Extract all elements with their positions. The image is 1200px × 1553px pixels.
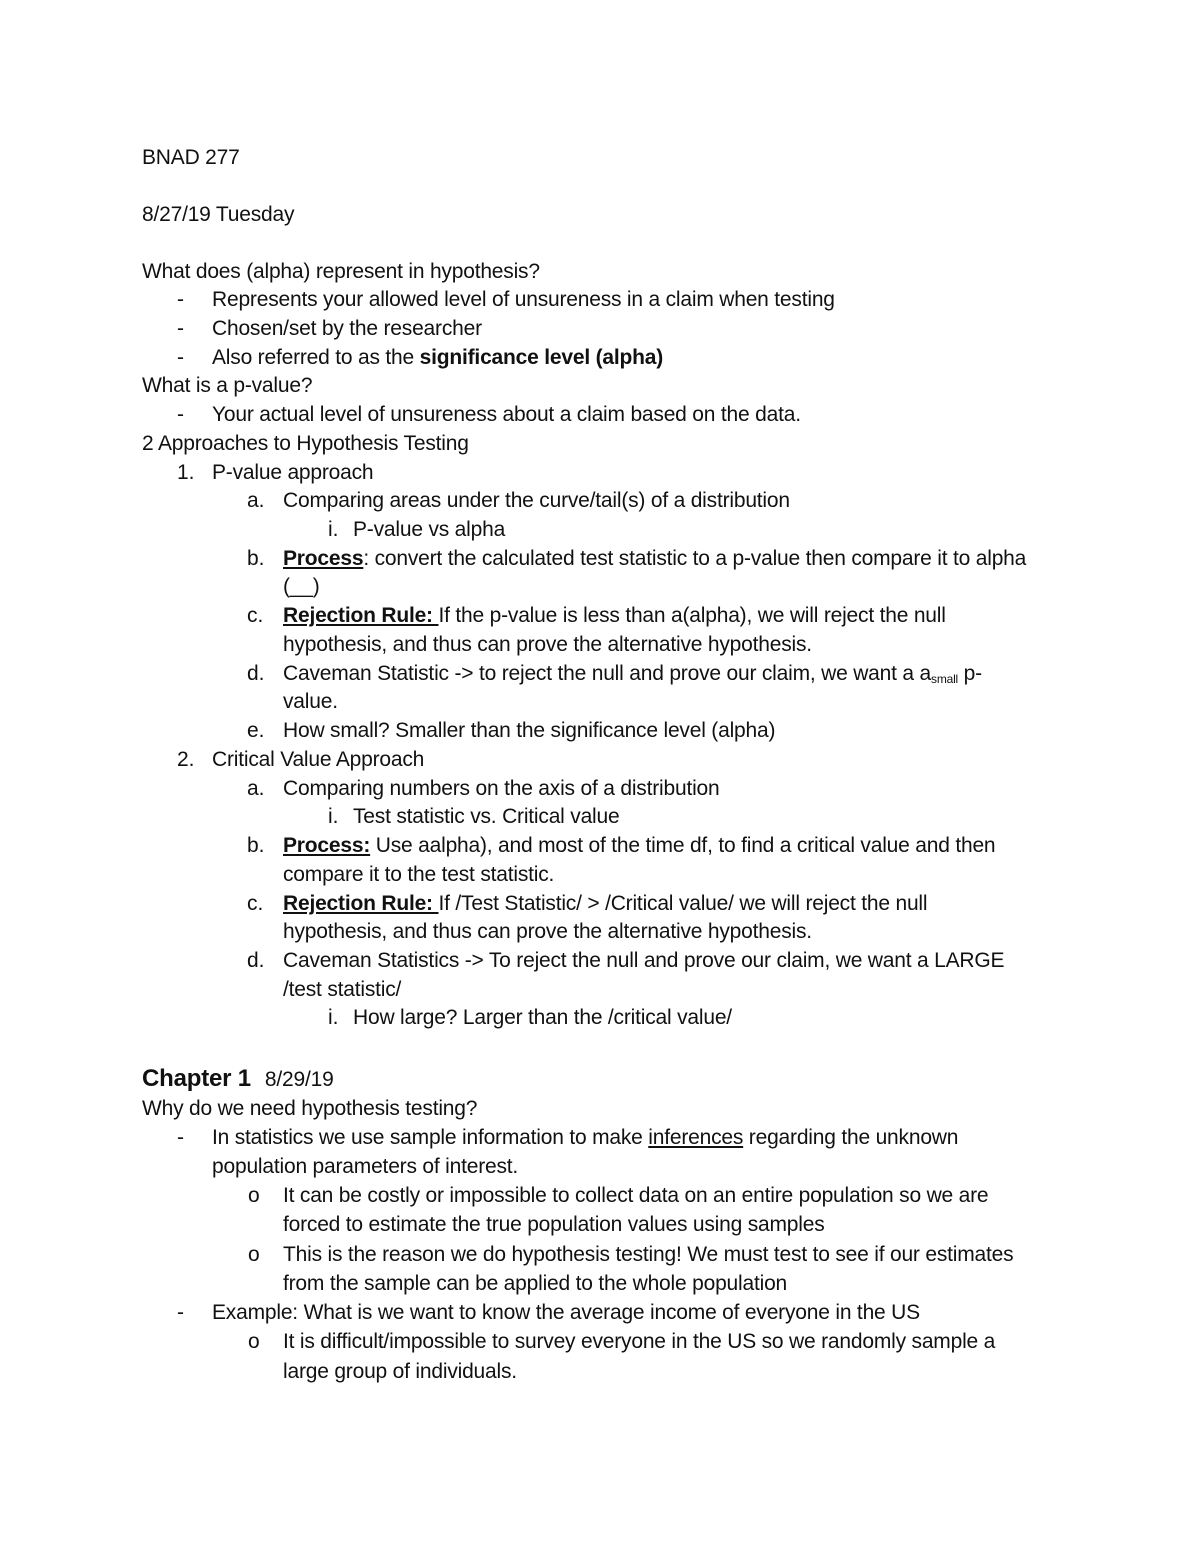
pvalue-item-d-text: Caveman Statistic -> to reject the null and prove our claim, we want a a [283,662,932,685]
chapter-bullet-1 [212,1124,958,1152]
pvalue-approach-title: P-value approach [212,461,374,484]
chapter-subbullet-2: This is the reason we do hypothesis testing! We must test to see if our estimates [283,1243,1014,1266]
list-letter: b. [247,547,265,570]
pvalue-item-a-i: P-value vs alpha [353,518,506,541]
critical-item-b-text: Use aalpha), and most of the time df, to find a critical value and then [370,834,996,857]
question-alpha: What does (alpha) represent in hypothesis? [142,260,540,283]
pvalue-item-c-cont: hypothesis, and thus can prove the alternative hypothesis. [283,633,812,656]
critical-item-a: Comparing numbers on the axis of a distribution [283,777,720,800]
list-letter: c. [247,892,264,915]
pvalue-item-b [283,545,1026,573]
course-title: BNAD 277 [142,146,240,169]
chapter-bullet-1-post: regarding the unknown [743,1126,959,1149]
circle-bullet-marker: o [248,1184,260,1207]
bullet-marker: - [177,403,184,426]
critical-approach-title: Critical Value Approach [212,748,425,771]
list-letter: e. [247,719,265,742]
process-label: Process [283,547,364,570]
chapter-subbullet-3: It is difficult/impossible to survey everyone in the US so we randomly sample a [283,1330,996,1353]
list-letter: b. [247,834,265,857]
chapter-date: 8/29/19 [264,1068,334,1091]
alpha-bullet-3-text: Also referred to as the [212,346,420,369]
question-why-hypothesis: Why do we need hypothesis testing? [142,1097,478,1120]
chapter-heading: Chapter 1 [142,1065,251,1092]
list-number: 1. [177,461,195,484]
rejection-rule-label: Rejection Rule: [283,892,439,915]
pvalue-item-b-text: : convert the calculated test statistic to a p-value then compare it to alpha [363,547,1027,570]
pvalue-item-d-cont: value. [283,690,338,713]
chapter-subbullet-3-cont: large group of individuals. [283,1360,517,1383]
critical-item-d: Caveman Statistics -> To reject the null and prove our claim, we want a LARGE [283,949,1005,972]
rejection-rule-label: Rejection Rule: [283,604,439,627]
critical-item-c-cont: hypothesis, and thus can prove the alternative hypothesis. [283,920,812,943]
circle-bullet-marker: o [248,1330,260,1353]
pvalue-item-a: Comparing areas under the curve/tail(s) of a distribution [283,489,790,512]
question-pvalue: What is a p-value? [142,374,313,397]
critical-item-b [283,832,995,860]
list-letter: a. [247,777,265,800]
chapter-bullet-1-cont: population parameters of interest. [212,1155,519,1178]
chapter-heading-line [142,1063,334,1096]
alpha-bullet-1: Represents your allowed level of unsureness in a claim when testing [212,288,835,311]
list-number: 2. [177,748,195,771]
critical-item-d-i: How large? Larger than the /critical value/ [353,1006,732,1029]
inferences-term: inferences [648,1126,744,1149]
bullet-marker: - [177,346,184,369]
pvalue-item-d-end: p- [958,662,982,685]
process-label: Process: [283,834,371,857]
pvalue-item-d [283,660,982,693]
chapter-subbullet-1-cont: forced to estimate the true population values using samples [283,1213,825,1236]
critical-item-a-i: Test statistic vs. Critical value [353,805,620,828]
approaches-title: 2 Approaches to Hypothesis Testing [142,432,469,455]
pvalue-item-b-cont: (__) [283,575,320,598]
subscript-small: small [931,672,959,686]
list-letter: a. [247,489,265,512]
significance-level-term: significance level (alpha) [419,346,664,369]
pvalue-item-e: How small? Smaller than the significance level (alpha) [283,719,776,742]
list-roman: i. [328,518,339,541]
bullet-marker: - [177,288,184,311]
chapter-bullet-2: Example: What is we want to know the average income of everyone in the US [212,1301,920,1324]
pvalue-item-c [283,602,946,630]
alpha-bullet-3 [212,344,663,372]
list-letter: d. [247,949,265,972]
critical-item-b-cont: compare it to the test statistic. [283,863,555,886]
critical-item-c-text: If /Test Statistic/ > /Critical value/ we will reject the null [438,892,928,915]
chapter-bullet-1-pre: In statistics we use sample information to make [212,1126,649,1149]
bullet-marker: - [177,1126,184,1149]
chapter-subbullet-2-cont: from the sample can be applied to the whole population [283,1272,788,1295]
critical-item-d-cont: /test statistic/ [283,978,402,1001]
lecture-date: 8/27/19 Tuesday [142,203,295,226]
list-letter: c. [247,604,264,627]
alpha-bullet-2: Chosen/set by the researcher [212,317,482,340]
circle-bullet-marker: o [248,1243,260,1266]
list-roman: i. [328,1006,339,1029]
list-letter: d. [247,662,265,685]
chapter-subbullet-1: It can be costly or impossible to collect data on an entire population so we are [283,1184,989,1207]
pvalue-item-c-text: If the p-value is less than a(alpha), we will reject the null [438,604,946,627]
bullet-marker: - [177,1301,184,1324]
critical-item-c [283,890,927,918]
pvalue-bullet: Your actual level of unsureness about a claim based on the data. [212,403,801,426]
bullet-marker: - [177,317,184,340]
list-roman: i. [328,805,339,828]
